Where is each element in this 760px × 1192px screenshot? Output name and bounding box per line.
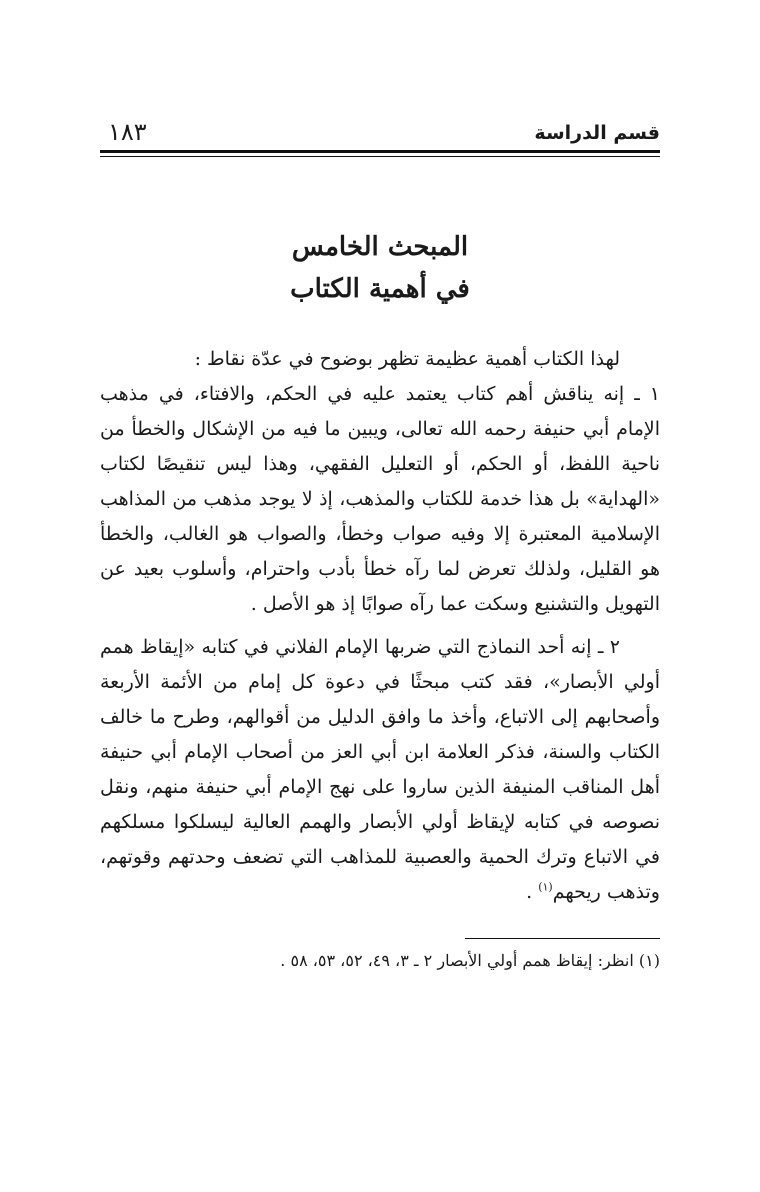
point-2-paragraph	[100, 630, 660, 910]
footnote-reference: (١)	[538, 880, 553, 894]
footnote: (١) انظر: إيقاظ همم أولي الأبصار ٢ ـ ٣، ٤٩، ٥٢، ٥٣، ٥٨ .	[280, 951, 660, 970]
header-rule-thick	[100, 150, 660, 153]
intro-paragraph: لهذا الكتاب أهمية عظيمة تظهر بوضوح في عدّة نقاط :	[194, 348, 620, 370]
footnote-rule	[465, 938, 660, 939]
point-2-end: .	[526, 881, 539, 903]
chapter-subtitle: في أهمية الكتاب	[290, 274, 470, 304]
page-number: ١٨٣	[108, 118, 147, 146]
point-1-paragraph: ١ ـ إنه يناقش أهم كتاب يعتمد عليه في الحكم، والافتاء، في مذهب الإمام أبي حنيفة رحمه الله تعالى، ويبين ما فيه من الإشكال والخطأ من ناحية اللفظ، أو الحكم، أو التعليل الفقهي، وهذا ليس تنقيصًا لكتاب «الهداية» بل هذا خدمة للكتاب والمذهب، إذ لا يوجد مذهب من المذاهب الإسلامية المعتبرة إلا وفيه صواب وخطأ، والصواب هو الغالب، والخطأ هو القليل، ولذلك تعرض لما رآه خطأ بأدب واحترام، وأسلوب بعيد عن التهويل والتشنيع وسكت عما رآه صوابًا إذ هو الأصل .	[100, 383, 660, 615]
body-text	[100, 342, 660, 910]
running-header	[100, 118, 660, 150]
header-rule-thin	[100, 156, 660, 157]
chapter-title: المبحث الخامس	[291, 232, 469, 262]
section-title: قسم الدراسة	[534, 122, 660, 144]
point-2-text: ٢ ـ إنه أحد النماذج التي ضربها الإمام الفلاني في كتابه «إيقاظ همم أولي الأبصار»، فقد كتب مبحثًا في دعوة كل إمام من الأئمة الأربعة وأصحابهم إلى الاتباع، وأخذ ما وافق الدليل من أقوالهم، وطرح ما خالف الكتاب والسنة، فذكر العلامة ابن أبي العز من أصحاب الإمام أبي حنيفة أهل المناقب المنيفة الذين ساروا على نهج الإمام أبي حنيفة منهم، ونقل نصوصه في كتابه لإيقاظ أولي الأبصار والهمم العالية ليسلكوا مسلكهم في الاتباع وترك الحمية والعصبية للمذاهب التي تضعف وحدتهم وقوتهم، وتذهب ريحهم	[100, 636, 660, 903]
